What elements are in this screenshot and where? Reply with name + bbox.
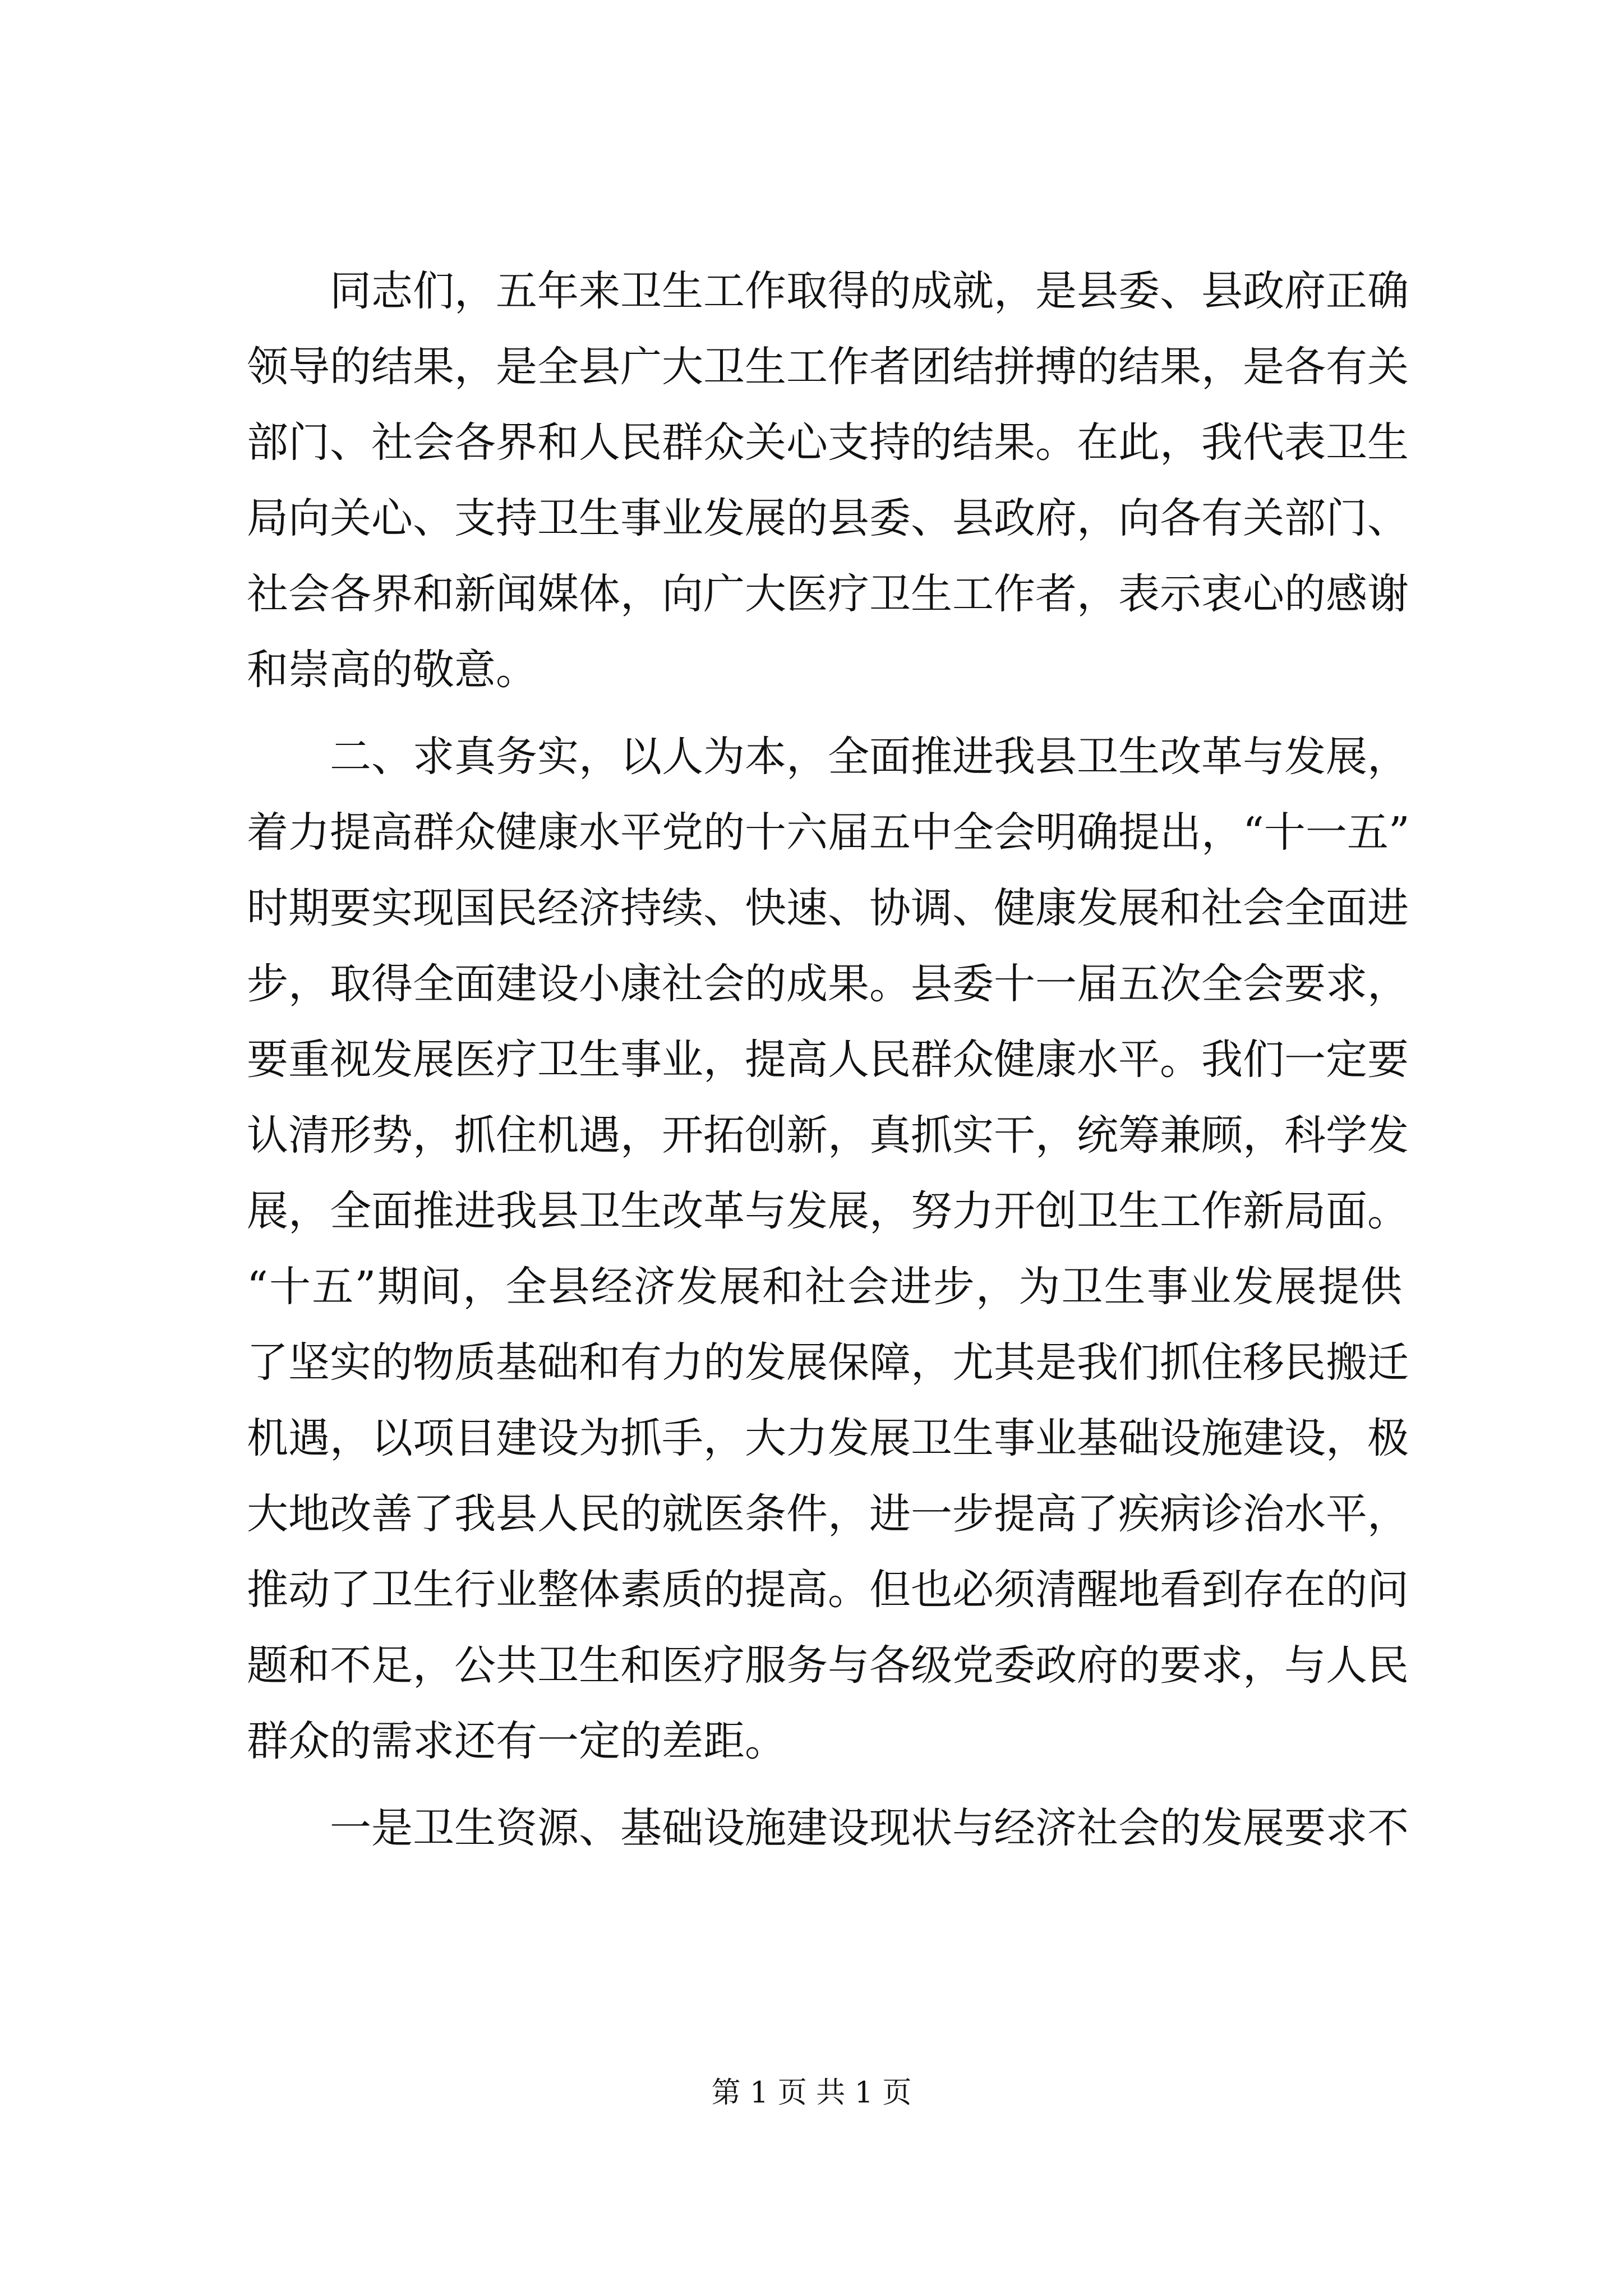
paragraph-spacer bbox=[247, 1779, 1402, 1791]
page-footer: 第 1 页 共 1 页 bbox=[711, 2076, 912, 2110]
paragraph-2 bbox=[247, 719, 1410, 1779]
text-line: 局向关心、支持卫生事业发展的县委、县政府，向各有关部门、 bbox=[247, 494, 1409, 542]
document-body bbox=[247, 254, 1410, 1866]
text-line: 大地改善了我县人民的就医条件，进一步提高了疾病诊治水平， bbox=[247, 1490, 1409, 1538]
text-line: 部门、社会各界和人民群众关心支持的结果。在此，我代表卫生 bbox=[247, 418, 1409, 467]
text-line: 时期要实现国民经济持续、快速、协调、健康发展和社会全面进 bbox=[247, 884, 1409, 932]
text-line: 同志们，五年来卫生工作取得的成就，是县委、县政府正确 bbox=[247, 267, 1409, 315]
text-line: 一是卫生资源、基础设施建设现状与经济社会的发展要求不 bbox=[247, 1804, 1409, 1852]
paragraph-spacer bbox=[247, 708, 1402, 719]
text-line: 领导的结果，是全县广大卫生工作者团结拼搏的结果，是各有关 bbox=[247, 343, 1409, 391]
text-line: 推动了卫生行业整体素质的提高。但也必须清醒地看到存在的问 bbox=[247, 1566, 1409, 1614]
text-line: 步，取得全面建设小康社会的成果。县委十一届五次全会要求， bbox=[247, 960, 1409, 1008]
text-line: 和崇高的敬意。 bbox=[247, 646, 537, 694]
text-line: 了坚实的物质基础和有力的发展保障，尤其是我们抓住移民搬迁 bbox=[247, 1338, 1409, 1387]
text-line: 社会各界和新闻媒体，向广大医疗卫生工作者，表示衷心的感谢 bbox=[247, 570, 1409, 618]
text-line: 群众的需求还有一定的差距。 bbox=[247, 1717, 786, 1765]
text-line: “十五”期间，全县经济发展和社会进步，为卫生事业发展提供 bbox=[247, 1263, 1402, 1311]
text-line: 着力提高群众健康水平党的十六届五中全会明确提出，“十一五” bbox=[247, 808, 1410, 857]
paragraph-1 bbox=[247, 254, 1409, 708]
paragraph-3 bbox=[247, 1791, 1409, 1866]
text-line: 机遇，以项目建设为抓手，大力发展卫生事业基础设施建设，极 bbox=[247, 1414, 1409, 1462]
text-line: 要重视发展医疗卫生事业，提高人民群众健康水平。我们一定要 bbox=[247, 1036, 1409, 1084]
text-line: 展，全面推进我县卫生改革与发展，努力开创卫生工作新局面。 bbox=[247, 1187, 1409, 1235]
text-line: 二、求真务实，以人为本，全面推进我县卫生改革与发展， bbox=[247, 733, 1409, 781]
text-line: 题和不足，公共卫生和医疗服务与各级党委政府的要求，与人民 bbox=[247, 1641, 1409, 1690]
text-line: 认清形势，抓住机遇，开拓创新，真抓实干，统筹兼顾，科学发 bbox=[247, 1111, 1409, 1159]
